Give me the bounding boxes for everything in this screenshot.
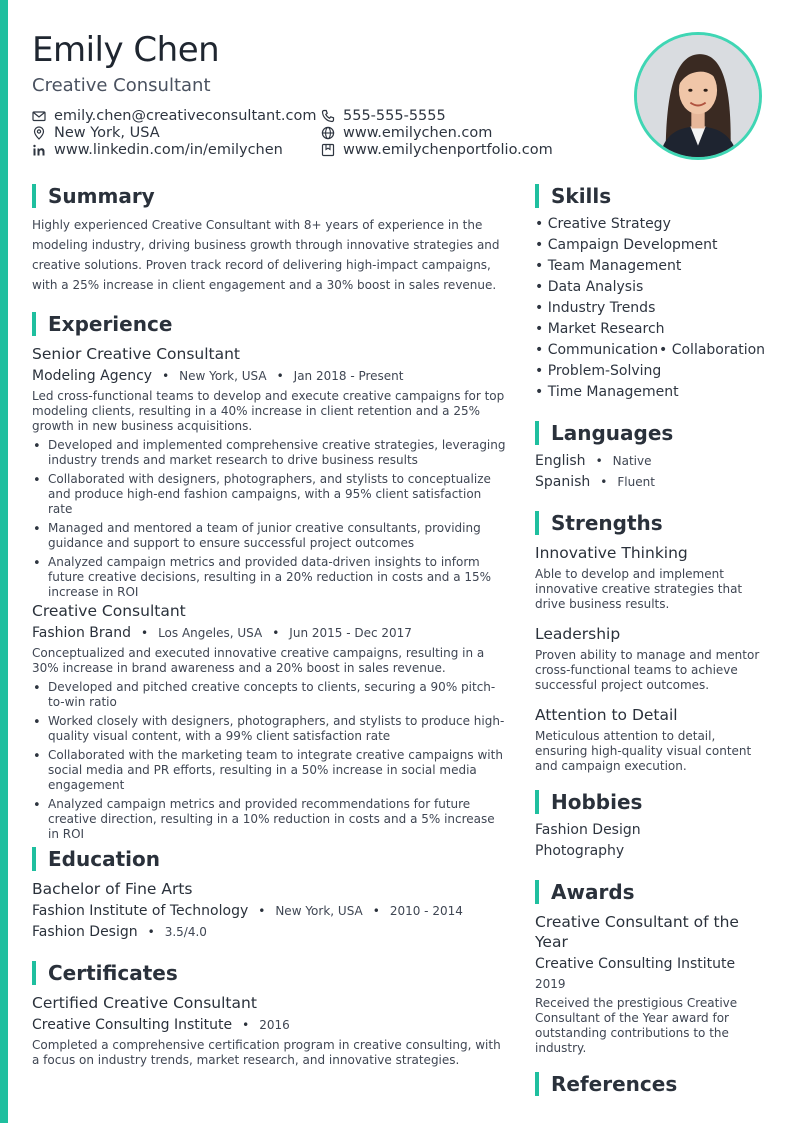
skill-item: • Market Research bbox=[535, 321, 665, 337]
skill-item: • Time Management bbox=[535, 384, 679, 400]
award-year: 2019 bbox=[535, 977, 566, 991]
awards-heading: Awards bbox=[535, 880, 635, 904]
education-gpa: 3.5/4.0 bbox=[164, 925, 207, 939]
education-major: Fashion Design bbox=[32, 924, 138, 940]
location-pin-icon bbox=[32, 126, 46, 140]
contact-phone[interactable] bbox=[321, 108, 446, 124]
skill-item: • Collaboration bbox=[659, 342, 766, 358]
job-bullets bbox=[32, 680, 507, 846]
profile-photo bbox=[634, 32, 762, 160]
education-location: New York, USA bbox=[275, 904, 363, 918]
job-bullet: • Worked closely with designers, photographers, and stylists to produce high-quality visual content, with a 99% client satisfaction rate bbox=[32, 714, 507, 744]
contact-website[interactable] bbox=[321, 125, 492, 141]
award-title: Creative Consultant of the Year bbox=[535, 913, 739, 951]
job-meta: Modeling Agency • New York, USA • Jan 2018 - Present bbox=[32, 368, 404, 384]
skill-label: Team Management bbox=[547, 258, 682, 274]
contact-email-text: emily.chen@creativeconsultant.com bbox=[54, 108, 317, 124]
language-level: Fluent bbox=[617, 475, 655, 489]
job-dates: Jun 2015 - Dec 2017 bbox=[289, 626, 412, 640]
skill-label: Collaboration bbox=[671, 342, 766, 358]
job-bullet: • Developed and pitched creative concepts to clients, securing a 90% pitch-to-win ratio bbox=[32, 680, 507, 710]
job-location: New York, USA bbox=[179, 369, 267, 383]
skill-item: • Industry Trends bbox=[535, 300, 656, 316]
education-dates: 2010 - 2014 bbox=[389, 904, 463, 918]
education-major-row: Fashion Design • 3.5/4.0 bbox=[32, 924, 207, 940]
strength-title: Innovative Thinking bbox=[535, 544, 688, 562]
hobby-item: Fashion Design bbox=[535, 822, 641, 838]
hobby-item: Photography bbox=[535, 843, 625, 859]
experience-heading: Experience bbox=[32, 312, 172, 336]
skills-heading: Skills bbox=[535, 184, 611, 208]
phone-icon bbox=[321, 109, 335, 123]
skill-item: • Creative Strategy bbox=[535, 216, 671, 232]
strength-text: Meticulous attention to detail, ensuring high-quality visual content and campaign execution. bbox=[535, 729, 752, 773]
certificate-meta: Creative Consulting Institute • 2016 bbox=[32, 1017, 290, 1033]
strengths-heading: Strengths bbox=[535, 511, 663, 535]
skill-label: Data Analysis bbox=[547, 279, 644, 295]
skill-label: Time Management bbox=[547, 384, 679, 400]
job-title: Creative Consultant bbox=[32, 602, 186, 620]
contact-email[interactable] bbox=[32, 108, 316, 124]
languages-heading: Languages bbox=[535, 421, 673, 445]
certificate-year: 2016 bbox=[259, 1018, 290, 1032]
job-company: Modeling Agency bbox=[32, 368, 153, 384]
accent-bar bbox=[0, 0, 8, 1123]
certificate-name: Certified Creative Consultant bbox=[32, 994, 257, 1012]
job-bullet: • Collaborated with the marketing team to integrate creative campaigns with social media and PR efforts, resulting in a 50% increase in social media engagement bbox=[32, 748, 507, 793]
education-school: Fashion Institute of Technology bbox=[32, 903, 249, 919]
contact-location-text: New York, USA bbox=[54, 125, 160, 141]
skill-label: Campaign Development bbox=[547, 237, 718, 253]
award-org: Creative Consulting Institute bbox=[535, 956, 736, 972]
job-title: Senior Creative Consultant bbox=[32, 345, 241, 363]
job-location: Los Angeles, USA bbox=[158, 626, 263, 640]
job-bullets bbox=[32, 438, 507, 604]
skill-label: Creative Strategy bbox=[547, 216, 671, 232]
strength-title: Leadership bbox=[535, 625, 621, 643]
mail-icon bbox=[32, 109, 46, 123]
skill-label: Problem-Solving bbox=[547, 363, 662, 379]
job-bullet: • Analyzed campaign metrics and provided recommendations for future creative direction, resulting in a 10% reduction in costs and a 5% increase in ROI bbox=[32, 797, 507, 842]
skill-item: • Communication bbox=[535, 342, 659, 358]
language-name: Spanish bbox=[535, 474, 591, 490]
job-dates: Jan 2018 - Present bbox=[293, 369, 404, 383]
contact-phone-text: 555-555-5555 bbox=[343, 108, 446, 124]
skill-label: Communication bbox=[547, 342, 659, 358]
skill-item: • Data Analysis bbox=[535, 279, 644, 295]
job-bullet: • Managed and mentored a team of junior creative consultants, providing guidance and support to ensure successful project outcomes bbox=[32, 521, 507, 551]
portfolio-icon bbox=[321, 143, 335, 157]
contact-linkedin-text: www.linkedin.com/in/emilychen bbox=[54, 142, 283, 158]
job-description: Conceptualized and executed innovative creative campaigns, resulting in a 30% increase in brand awareness and a 20% boost in sales revenue. bbox=[32, 646, 485, 675]
contact-linkedin[interactable] bbox=[32, 142, 283, 158]
skill-item: • Problem-Solving bbox=[535, 363, 662, 379]
certificates-heading: Certificates bbox=[32, 961, 178, 985]
job-bullet: • Collaborated with designers, photographers, and stylists to conceptualize and produce high-end fashion campaigns, with a 95% client satisfaction rate bbox=[32, 472, 507, 517]
award-text: Received the prestigious Creative Consultant of the Year award for outstanding contributions to the industry. bbox=[535, 996, 738, 1055]
skill-label: Market Research bbox=[547, 321, 665, 337]
skill-label: Industry Trends bbox=[547, 300, 656, 316]
certificate-issuer: Creative Consulting Institute bbox=[32, 1017, 233, 1033]
contact-location bbox=[32, 125, 160, 141]
job-bullet: • Developed and implemented comprehensive creative strategies, leveraging industry trends and market research to drive business results bbox=[32, 438, 507, 468]
summary-heading: Summary bbox=[32, 184, 155, 208]
contact-portfolio[interactable] bbox=[321, 142, 553, 158]
skill-item: • Campaign Development bbox=[535, 237, 718, 253]
skill-item: • Team Management bbox=[535, 258, 682, 274]
strength-text: Proven ability to manage and mentor cross-functional teams to achieve successful project outcomes. bbox=[535, 648, 760, 692]
hobbies-heading: Hobbies bbox=[535, 790, 642, 814]
language-level: Native bbox=[612, 454, 652, 468]
education-degree: Bachelor of Fine Arts bbox=[32, 880, 193, 898]
language-item: Spanish • Fluent bbox=[535, 474, 655, 490]
linkedin-icon bbox=[32, 143, 46, 157]
language-item: English • Native bbox=[535, 453, 652, 469]
certificate-description: Completed a comprehensive certification program in creative consulting, with a focus on industry trends, market research, and innovative strategies. bbox=[32, 1038, 501, 1067]
education-meta: Fashion Institute of Technology • New York, USA • 2010 - 2014 bbox=[32, 903, 463, 919]
job-meta: Fashion Brand • Los Angeles, USA • Jun 2015 - Dec 2017 bbox=[32, 625, 412, 641]
candidate-name: Emily Chen bbox=[32, 30, 220, 70]
job-bullet: • Analyzed campaign metrics and provided data-driven insights to inform future creative decisions, resulting in a 20% reduction in costs and a 15% increase in ROI bbox=[32, 555, 507, 600]
contact-portfolio-text: www.emilychenportfolio.com bbox=[343, 142, 553, 158]
references-heading: References bbox=[535, 1072, 677, 1096]
job-company: Fashion Brand bbox=[32, 625, 131, 641]
summary-text: Highly experienced Creative Consultant with 8+ years of experience in the modeling industry, driving business growth through innovative strategies and creative solutions. Proven track record of delivering high-impact campaigns, with a 25% increase in client engagement and a 30% boost in sales revenue. bbox=[32, 218, 500, 292]
candidate-role: Creative Consultant bbox=[32, 75, 211, 96]
contact-website-text: www.emilychen.com bbox=[343, 125, 493, 141]
job-description: Led cross-functional teams to develop and execute creative campaigns for top modeling clients, resulting in a 40% increase in client retention and a 25% growth in new business acquisitions. bbox=[32, 389, 505, 433]
language-name: English bbox=[535, 453, 586, 469]
globe-icon bbox=[321, 126, 335, 140]
strength-title: Attention to Detail bbox=[535, 706, 678, 724]
education-heading: Education bbox=[32, 847, 160, 871]
strength-text: Able to develop and implement innovative creative strategies that drive business results. bbox=[535, 567, 743, 611]
